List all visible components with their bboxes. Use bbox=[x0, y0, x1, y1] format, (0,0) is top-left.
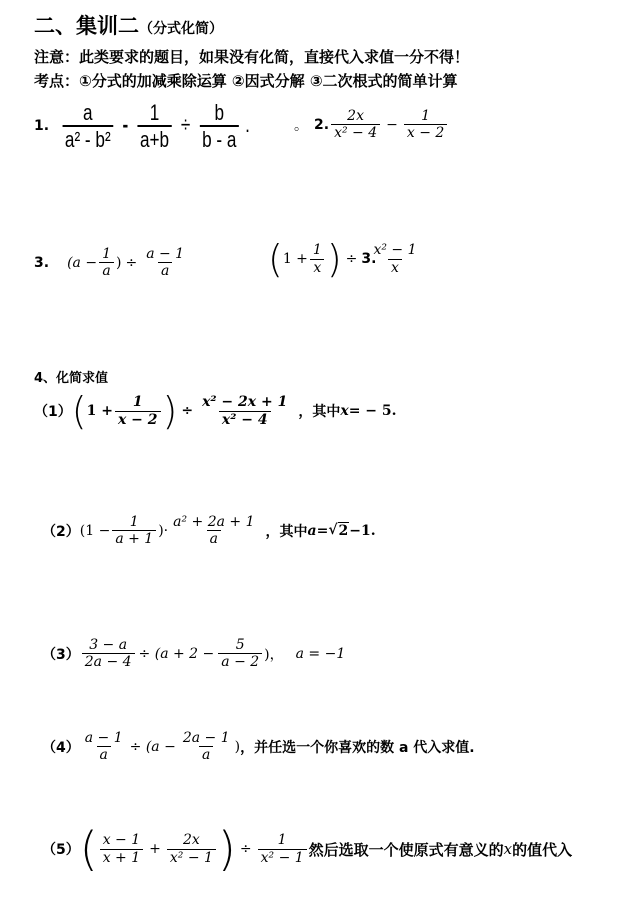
numerator: 2a − 1 bbox=[182, 730, 230, 746]
operator: − bbox=[386, 116, 398, 133]
operator: + bbox=[149, 841, 161, 857]
page-title bbox=[34, 10, 223, 40]
denominator: x² − 4 bbox=[331, 124, 380, 141]
expression-part: ) bbox=[234, 738, 241, 755]
denominator: a² - b² bbox=[63, 125, 113, 152]
variable: x bbox=[340, 403, 349, 419]
numerator: 1 bbox=[129, 514, 139, 530]
expression-part: 1 + bbox=[86, 403, 113, 419]
expression-part: (a − bbox=[67, 254, 98, 271]
numerator: 1 bbox=[277, 832, 287, 849]
operator: - bbox=[122, 112, 129, 138]
numerator: x − 1 bbox=[102, 832, 141, 849]
numerator: x² − 2x + 1 bbox=[202, 394, 288, 411]
instruction-text: ，并任选一个你喜欢的数 a 代入求值. bbox=[240, 739, 475, 756]
numerator: a − 1 bbox=[84, 730, 123, 746]
expression-part: (1 − bbox=[79, 522, 111, 539]
problem-2 bbox=[294, 108, 449, 141]
denominator: x² − 4 bbox=[219, 411, 271, 428]
operator: ÷ bbox=[239, 841, 252, 857]
denominator: x bbox=[388, 259, 402, 276]
numerator: 5 bbox=[235, 637, 245, 653]
question-4 bbox=[42, 730, 475, 763]
right-paren: ) bbox=[326, 237, 342, 281]
question-label: （4） bbox=[42, 739, 80, 756]
denominator: x bbox=[310, 259, 324, 276]
question-label: （1） bbox=[34, 404, 72, 420]
expression-part: )， bbox=[264, 646, 284, 663]
question-5 bbox=[42, 822, 573, 876]
denominator: x − 2 bbox=[404, 124, 447, 141]
left-paren: ( bbox=[79, 822, 98, 876]
question-1 bbox=[34, 389, 397, 433]
denominator: x² − 1 bbox=[167, 849, 216, 866]
expression-part: 1 + bbox=[282, 251, 308, 267]
radicand: 2 bbox=[338, 523, 349, 540]
period: . bbox=[245, 112, 250, 138]
instruction-text: 然后选取一个使原式有意义的 bbox=[308, 840, 504, 859]
expression-part: )· bbox=[158, 522, 169, 539]
title-sub: （分式化简） bbox=[139, 21, 223, 37]
denominator: a bbox=[97, 746, 111, 763]
question-label: （5） bbox=[42, 842, 80, 858]
title-main: 二、集训二 bbox=[34, 14, 139, 38]
numerator: 1 bbox=[102, 246, 111, 262]
operator: ÷ bbox=[125, 254, 138, 271]
numerator: 1 bbox=[312, 242, 322, 259]
question-3 bbox=[42, 637, 345, 670]
denominator: x + 1 bbox=[100, 849, 143, 866]
numerator: 1 bbox=[149, 100, 160, 125]
numerator: 3 − a bbox=[89, 637, 128, 653]
problem-1 bbox=[34, 100, 303, 153]
condition-text: ，其中 bbox=[298, 404, 341, 420]
denominator: 2a − 4 bbox=[82, 653, 135, 670]
equals-sign: = bbox=[316, 522, 329, 539]
left-paren: ( bbox=[71, 389, 87, 433]
denominator: x² − 1 bbox=[258, 849, 307, 866]
numerator: a bbox=[83, 100, 93, 125]
condition-value: −1. bbox=[349, 522, 376, 539]
problem-3 bbox=[34, 246, 189, 279]
question-2 bbox=[42, 514, 376, 547]
numerator: x² − 1 bbox=[373, 242, 417, 259]
problem-label: 1. bbox=[34, 118, 50, 135]
numerator: b bbox=[214, 100, 225, 125]
problem-label: 3. bbox=[361, 251, 377, 267]
denominator: b - a bbox=[200, 125, 239, 152]
problem-label: 2. bbox=[314, 116, 330, 133]
problem-3b bbox=[268, 237, 422, 281]
problem-1-expression bbox=[61, 100, 250, 153]
dot-mark: 。 bbox=[294, 117, 308, 134]
question-label: （2） bbox=[42, 523, 80, 540]
topics-line: 考点：①分式的加减乘除运算 ②因式分解 ③二次根式的简单计算 bbox=[34, 72, 458, 90]
note-line: 注意：此类要求的题目，如果没有化简，直接代入求值一分不得！ bbox=[34, 48, 470, 66]
expression-part: ÷ (a + 2 − bbox=[138, 645, 215, 662]
question-label: （3） bbox=[42, 646, 80, 663]
numerator: 2x bbox=[347, 108, 364, 124]
denominator: a bbox=[199, 746, 213, 763]
denominator: a bbox=[99, 262, 113, 279]
sqrt-icon: √ 2 bbox=[328, 522, 349, 540]
condition-text: ，其中 bbox=[265, 523, 308, 540]
condition-value: a = −1 bbox=[295, 645, 346, 662]
denominator: a + 1 bbox=[112, 530, 156, 547]
denominator: a bbox=[207, 530, 221, 547]
variable: a bbox=[307, 522, 317, 539]
denominator: x − 2 bbox=[115, 411, 161, 428]
numerator: 1 bbox=[421, 108, 431, 124]
numerator: a² + 2a + 1 bbox=[173, 514, 255, 530]
problem-label: 3. bbox=[34, 254, 50, 271]
numerator: 2x bbox=[182, 832, 200, 849]
numerator: 1 bbox=[132, 394, 143, 411]
denominator: a bbox=[158, 262, 172, 279]
condition-value: = − 5. bbox=[348, 403, 397, 419]
operator: ÷ bbox=[180, 112, 191, 138]
variable: x bbox=[503, 840, 513, 858]
instruction-text: 的值代入 bbox=[512, 840, 573, 859]
denominator: a+b bbox=[138, 125, 172, 152]
expression-part: ) bbox=[115, 254, 122, 271]
operator: ÷ bbox=[181, 403, 194, 419]
right-paren: ) bbox=[217, 822, 236, 876]
numerator: a − 1 bbox=[146, 246, 185, 262]
denominator: a − 2 bbox=[218, 653, 262, 670]
expression-part: ÷ (a − bbox=[129, 738, 176, 755]
right-paren: ) bbox=[162, 389, 178, 433]
left-paren: ( bbox=[268, 237, 283, 281]
section-heading: 4、化简求值 bbox=[34, 371, 109, 386]
operator: ÷ bbox=[345, 251, 358, 267]
